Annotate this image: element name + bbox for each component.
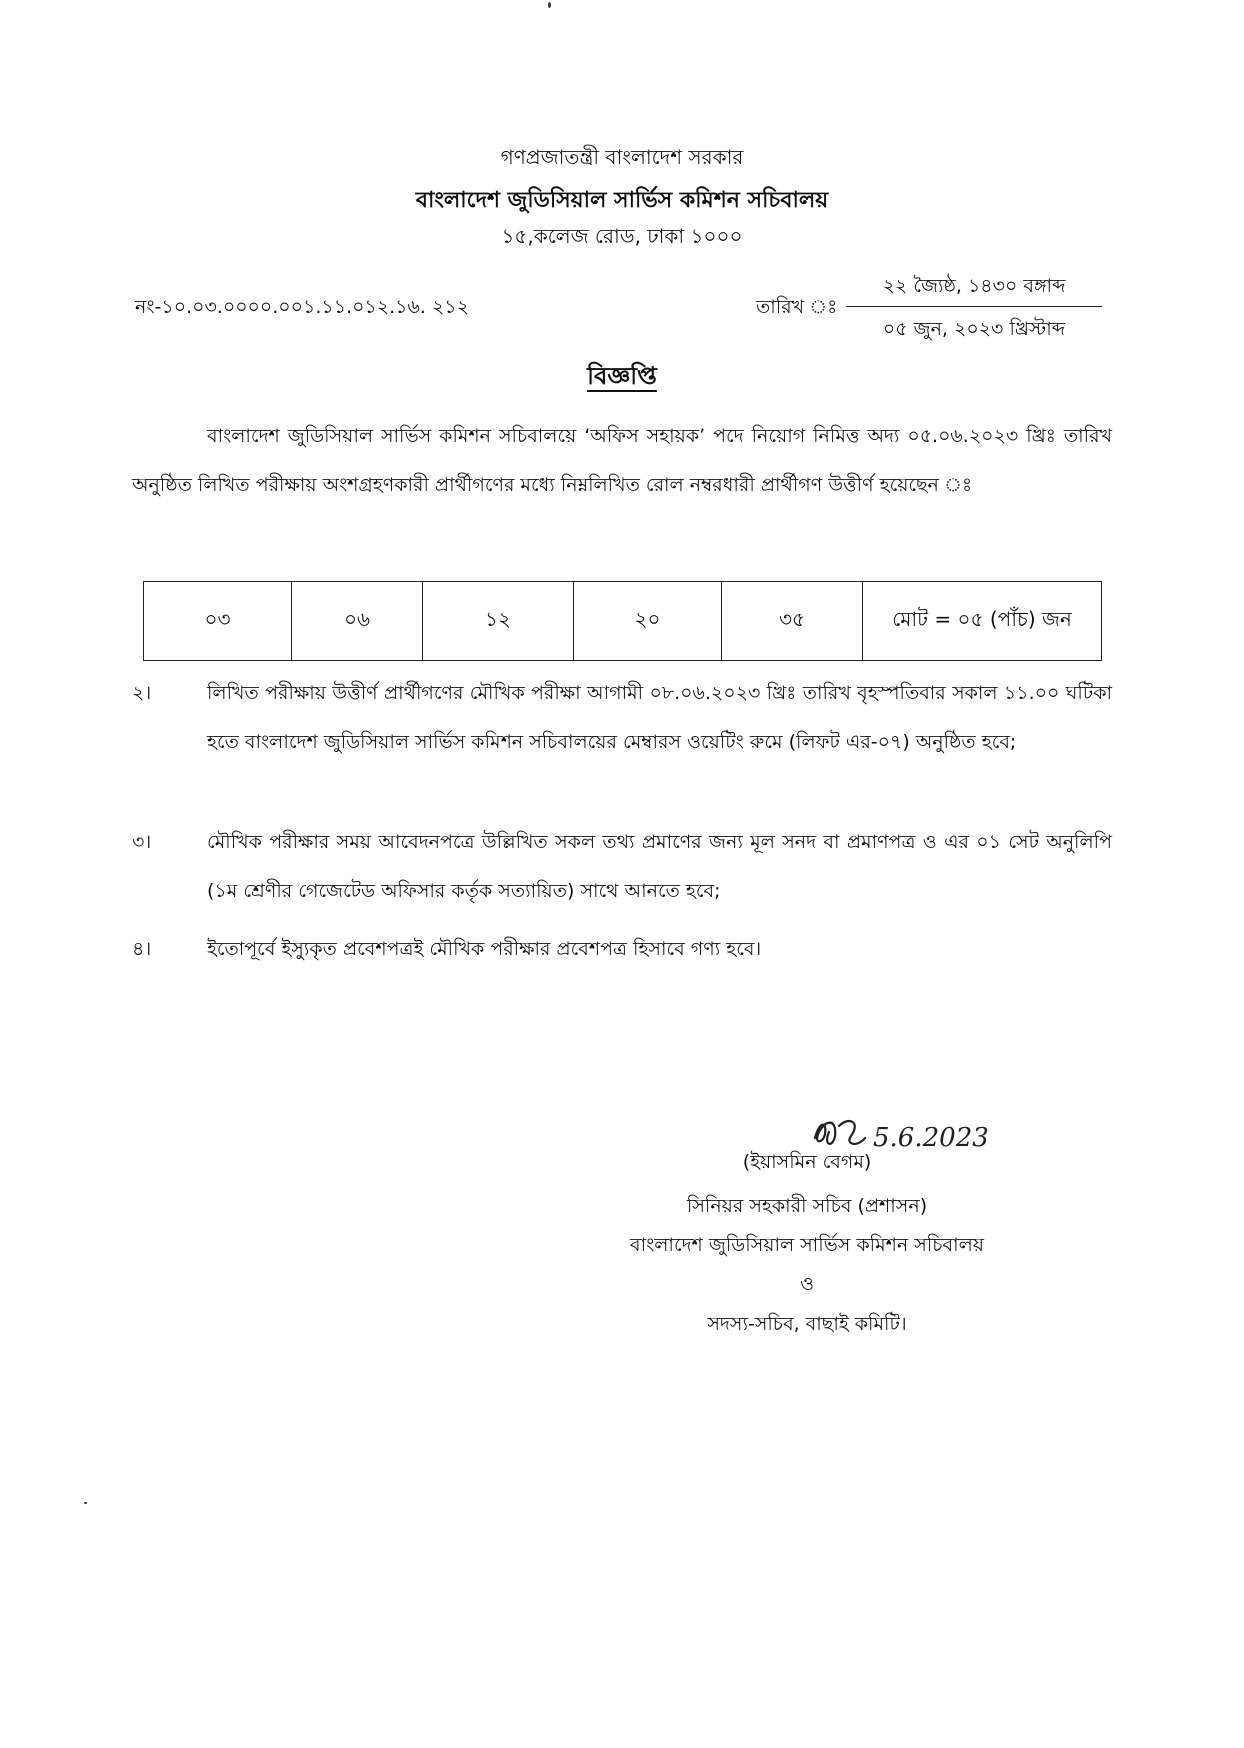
scan-speck bbox=[548, 2, 551, 8]
memo-number: নং-১০.০৩.০০০০.০০১.১১.০১২.১৬. ২১২ bbox=[135, 296, 469, 318]
signatory-designation: সিনিয়র সহকারী সচিব (প্রশাসন) bbox=[686, 1195, 928, 1217]
list-item bbox=[132, 669, 1112, 767]
notice-title-text: বিজ্ঞপ্তি bbox=[587, 362, 657, 390]
roll-cell: ০৩ bbox=[144, 582, 292, 661]
roll-cell: ২০ bbox=[574, 582, 722, 661]
roll-table bbox=[143, 581, 1102, 661]
signatory-role: সদস্য-সচিব, বাছাই কমিটি। bbox=[707, 1313, 907, 1335]
total-cell: মোট = ০৫ (পাঁচ) জন bbox=[863, 582, 1102, 661]
scan-speck bbox=[84, 1502, 87, 1504]
intro-paragraph: বাংলাদেশ জুডিসিয়াল সার্ভিস কমিশন সচিবালয়ে ‘অফিস সহায়ক’ পদে নিয়োগ নিমিত্ত অদ্য ০৫.০৬.২০২৩ খ্রিঃ তারিখ অনুষ্ঠিত লিখিত পরীক্ষায় অংশগ্রহণকারী প্রার্থীগণের মধ্যে নিম্নলিখিত রোল নম্বরধারী প্রার্থীগণ উত্তীর্ণ হয়েছেন ঃ bbox=[132, 425, 1112, 496]
list-item bbox=[132, 818, 1112, 916]
date-english: ০৫ জুন, ২০২৩ খ্রিস্টাব্দ bbox=[882, 318, 1066, 340]
signature-date: 5.6.2023 bbox=[873, 1123, 989, 1153]
date-bangla: ২২ জ্যৈষ্ঠ, ১৪৩০ বঙ্গাব্দ bbox=[846, 272, 1102, 307]
signatory-office: বাংলাদেশ জুডিসিয়াল সার্ভিস কমিশন সচিবালয় bbox=[630, 1234, 984, 1256]
signatory-conjunction: ও bbox=[800, 1273, 814, 1295]
item-text: লিখিত পরীক্ষায় উত্তীর্ণ প্রার্থীগণের মৌখিক পরীক্ষা আগামী ০৮.০৬.২০২৩ খ্রিঃ তারিখ বৃহস্পতিবার সকাল ১১.০০ ঘটিকা হতে বাংলাদেশ জুডিসিয়াল সার্ভিস কমিশন সচিবালয়ের মেম্বারস ওয়েটিং রুমে (লিফট এর-০৭) অনুষ্ঠিত হবে; bbox=[207, 682, 1112, 753]
item-number: ৪। bbox=[132, 938, 152, 960]
notice-title bbox=[0, 358, 1244, 398]
roll-cell: ০৬ bbox=[292, 582, 423, 661]
signatory-name: (ইয়াসমিন বেগম) bbox=[742, 1151, 872, 1173]
list-item bbox=[132, 925, 1112, 974]
item-text: ইতোপূর্বে ইস্যুকৃত প্রবেশপত্রই মৌখিক পরীক্ষার প্রবেশপত্র হিসাবে গণ্য হবে। bbox=[207, 938, 762, 960]
govt-header: গণপ্রজাতন্ত্রী বাংলাদেশ সরকার bbox=[500, 145, 744, 169]
table-row bbox=[144, 582, 1102, 661]
item-text: মৌখিক পরীক্ষার সময় আবেদনপত্রে উল্লিখিত সকল তথ্য প্রমাণের জন্য মূল সনদ বা প্রমাণপত্র ও এর ০১ সেট অনুলিপি (১ম শ্রেণীর গেজেটেড অফিসার কর্তৃক সত্যায়িত) সাথে আনতে হবে; bbox=[207, 831, 1112, 902]
item-number: ২। bbox=[132, 682, 152, 704]
item-number: ৩। bbox=[132, 831, 152, 853]
roll-cell: ১২ bbox=[423, 582, 574, 661]
office-address: ১৫,কলেজ রোড, ঢাকা ১০০০ bbox=[501, 224, 743, 248]
date-block bbox=[846, 272, 1102, 347]
date-label: তারিখ ঃ bbox=[756, 296, 838, 318]
roll-cell: ৩৫ bbox=[722, 582, 863, 661]
office-header: বাংলাদেশ জুডিসিয়াল সার্ভিস কমিশন সচিবালয় bbox=[415, 188, 829, 213]
